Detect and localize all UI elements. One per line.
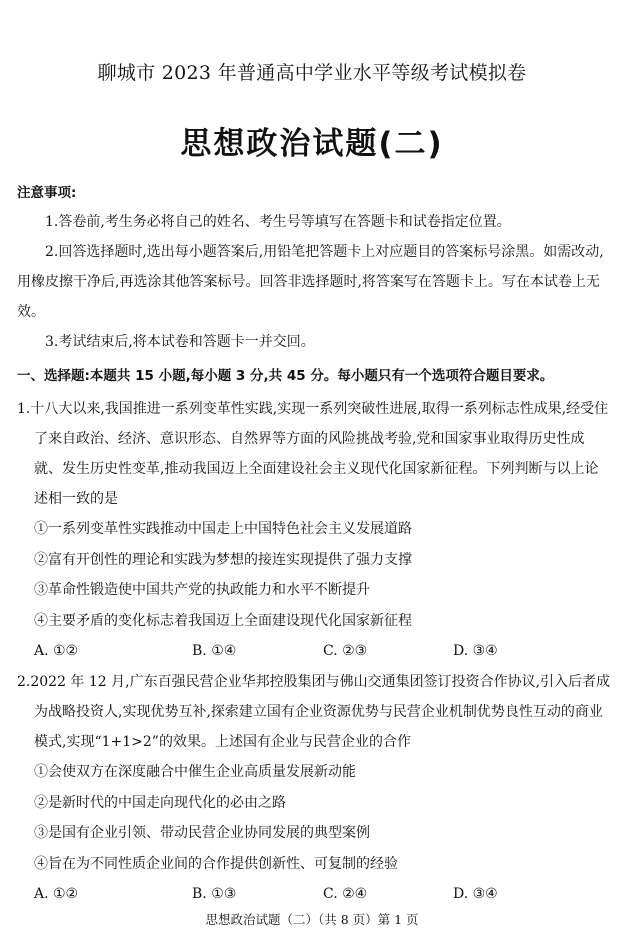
choice-d: D. ③④ — [453, 643, 498, 659]
note-item: 1.答卷前,考生务必将自己的姓名、考生号等填写在答题卡和试卷指定位置。 — [45, 214, 511, 230]
page-footer: 思想政治试题（二）（共 8 页）第 1 页 — [205, 912, 419, 927]
question-2 — [17, 667, 611, 909]
statement-item: ③革命性锻造使中国共产党的执政能力和水平不断提升 — [34, 582, 370, 598]
choice-b: B. ①④ — [192, 643, 237, 659]
statement-item: ②是新时代的中国走向现代化的必由之路 — [34, 794, 286, 811]
statement-item: ②富有开创性的理论和实践为梦想的接连实现提供了强力支撑 — [34, 551, 412, 568]
statement-item: ①会使双方在深度融合中催生企业高质量发展新动能 — [34, 764, 356, 780]
section-heading: 一、选择题:本题共 15 小题,每小题 3 分,共 45 分。每小题只有一个选项符合题目要求。 — [17, 368, 554, 384]
question-stem: 1.十八大以来,我国推进一系列变革性实践,实现一系列突破性进展,取得一系列标志性成果,经受住了来自政治、经济、意识形态、自然界等方面的风险挑战考验,党和国家事业取得历史性成就、发生历史性变革,推动我国迈上全面建设社会主义现代化国家新征程。下列判断与以上论述相一致的是 — [17, 401, 609, 507]
note-item: 2.回答选择题时,选出每小题答案后,用铅笔把答题卡上对应题目的答案标号涂黑。如需改动,用橡皮擦干净后,再选涂其他答案标号。回答非选择题时,将答案写在答题卡上。写在本试卷上无效。 — [17, 244, 604, 320]
choice-a: A. ①② — [34, 886, 79, 902]
choice-a: A. ①② — [34, 643, 79, 659]
choice-d: D. ③④ — [453, 886, 498, 902]
choice-c: C. ②④ — [323, 886, 368, 902]
exam-name: 聊城市 2023 年普通高中学业水平等级考试模拟卷 — [97, 62, 527, 84]
choice-b: B. ①③ — [192, 886, 237, 902]
statement-item: ④旨在为不同性质企业间的合作提供创新性、可复制的经验 — [34, 855, 398, 872]
notes-heading: 注意事项: — [17, 185, 77, 201]
answer-choices — [17, 879, 611, 909]
note-item: 3.考试结束后,将本试卷和答题卡一并交回。 — [45, 334, 315, 350]
statement-item: ③是国有企业引领、带动民营企业协同发展的典型案例 — [34, 825, 370, 841]
question-stem: 2.2022 年 12 月,广东百强民营企业华邦控股集团与佛山交通集团签订投资合作协议,引入后者成为战略投资人,实现优势互补,探索建立国有企业资源优势与民营企业机制优势良性互动的商业模式,实现“1+1>2”的效果。上述国有企业与民营企业的合作 — [17, 674, 611, 750]
statement-item: ①一系列变革性实践推动中国走上中国特色社会主义发展道路 — [34, 521, 412, 537]
choice-c: C. ②③ — [323, 643, 368, 659]
page-title: 思想政治试题(二) — [180, 126, 444, 162]
notes-list — [17, 207, 611, 357]
question-1 — [17, 394, 611, 666]
statement-item: ④主要矛盾的变化标志着我国迈上全面建设现代化国家新征程 — [34, 612, 412, 629]
answer-choices — [17, 636, 611, 666]
